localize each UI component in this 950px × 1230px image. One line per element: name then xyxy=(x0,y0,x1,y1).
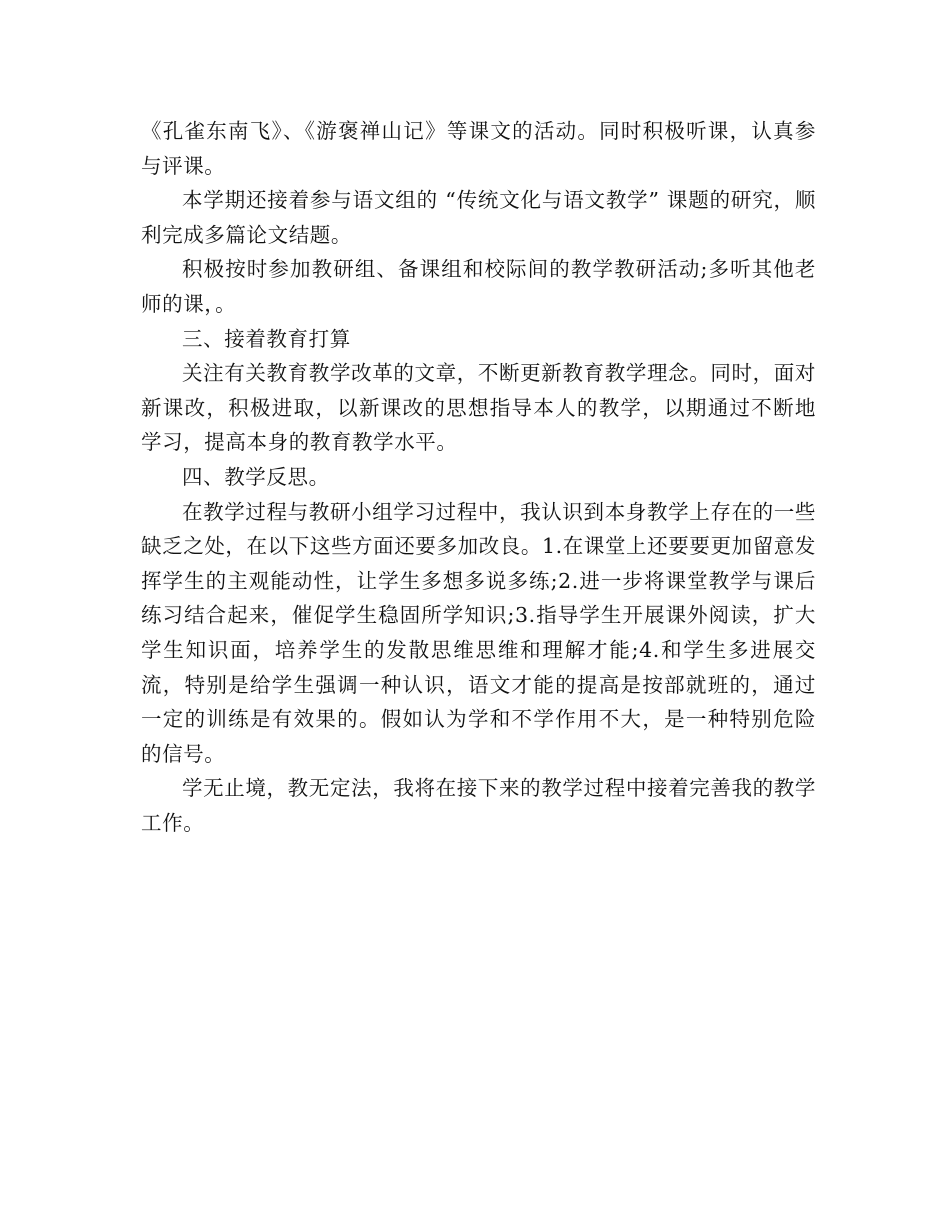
paragraph-teaching-activities: 积极按时参加教研组、备课组和校际间的教学教研活动;多听其他老师的课，。 xyxy=(141,257,816,316)
document-body xyxy=(141,114,816,840)
paragraph-lessons-continued: 《孔雀东南飞》、《游褒禅山记》等课文的活动。同时积极听课，认真参与评课。 xyxy=(141,119,816,178)
section-heading-education-plan: 三、接着教育打算 xyxy=(182,326,351,351)
paragraph-research-topic: 本学期还接着参与语文组的 “传统文化与语文教学” 课题的研究，顺利完成多篇论文结题。 xyxy=(141,188,816,247)
section-heading-teaching-reflection: 四、教学反思。 xyxy=(182,464,330,489)
paragraph-education-plan: 关注有关教育教学改革的文章，不断更新教育教学理念。同时，面对新课改，积极进取，以新课改的思想指导本人的教学，以期通过不断地学习，提高本身的教育教学水平。 xyxy=(141,361,816,455)
paragraph-conclusion: 学无止境，教无定法，我将在接下来的教学过程中接着完善我的教学工作。 xyxy=(141,776,816,835)
paragraph-teaching-reflection: 在教学过程与教研小组学习过程中，我认识到本身教学上存在的一些缺乏之处，在以下这些方面还要多加改良。1.在课堂上还要要更加留意发挥学生的主观能动性，让学生多想多说多练;2.进一步将课堂教学与课后练习结合起来，催促学生稳固所学知识;3.指导学生开展课外阅读，扩大学生知识面，培养学生的发散思维思维和理解才能;4.和学生多进展交流，特别是给学生强调一种认识，语文才能的提高是按部就班的，通过一定的训练是有效果的。假如认为学和不学作用不大，是一种特别危险的信号。 xyxy=(141,499,816,766)
